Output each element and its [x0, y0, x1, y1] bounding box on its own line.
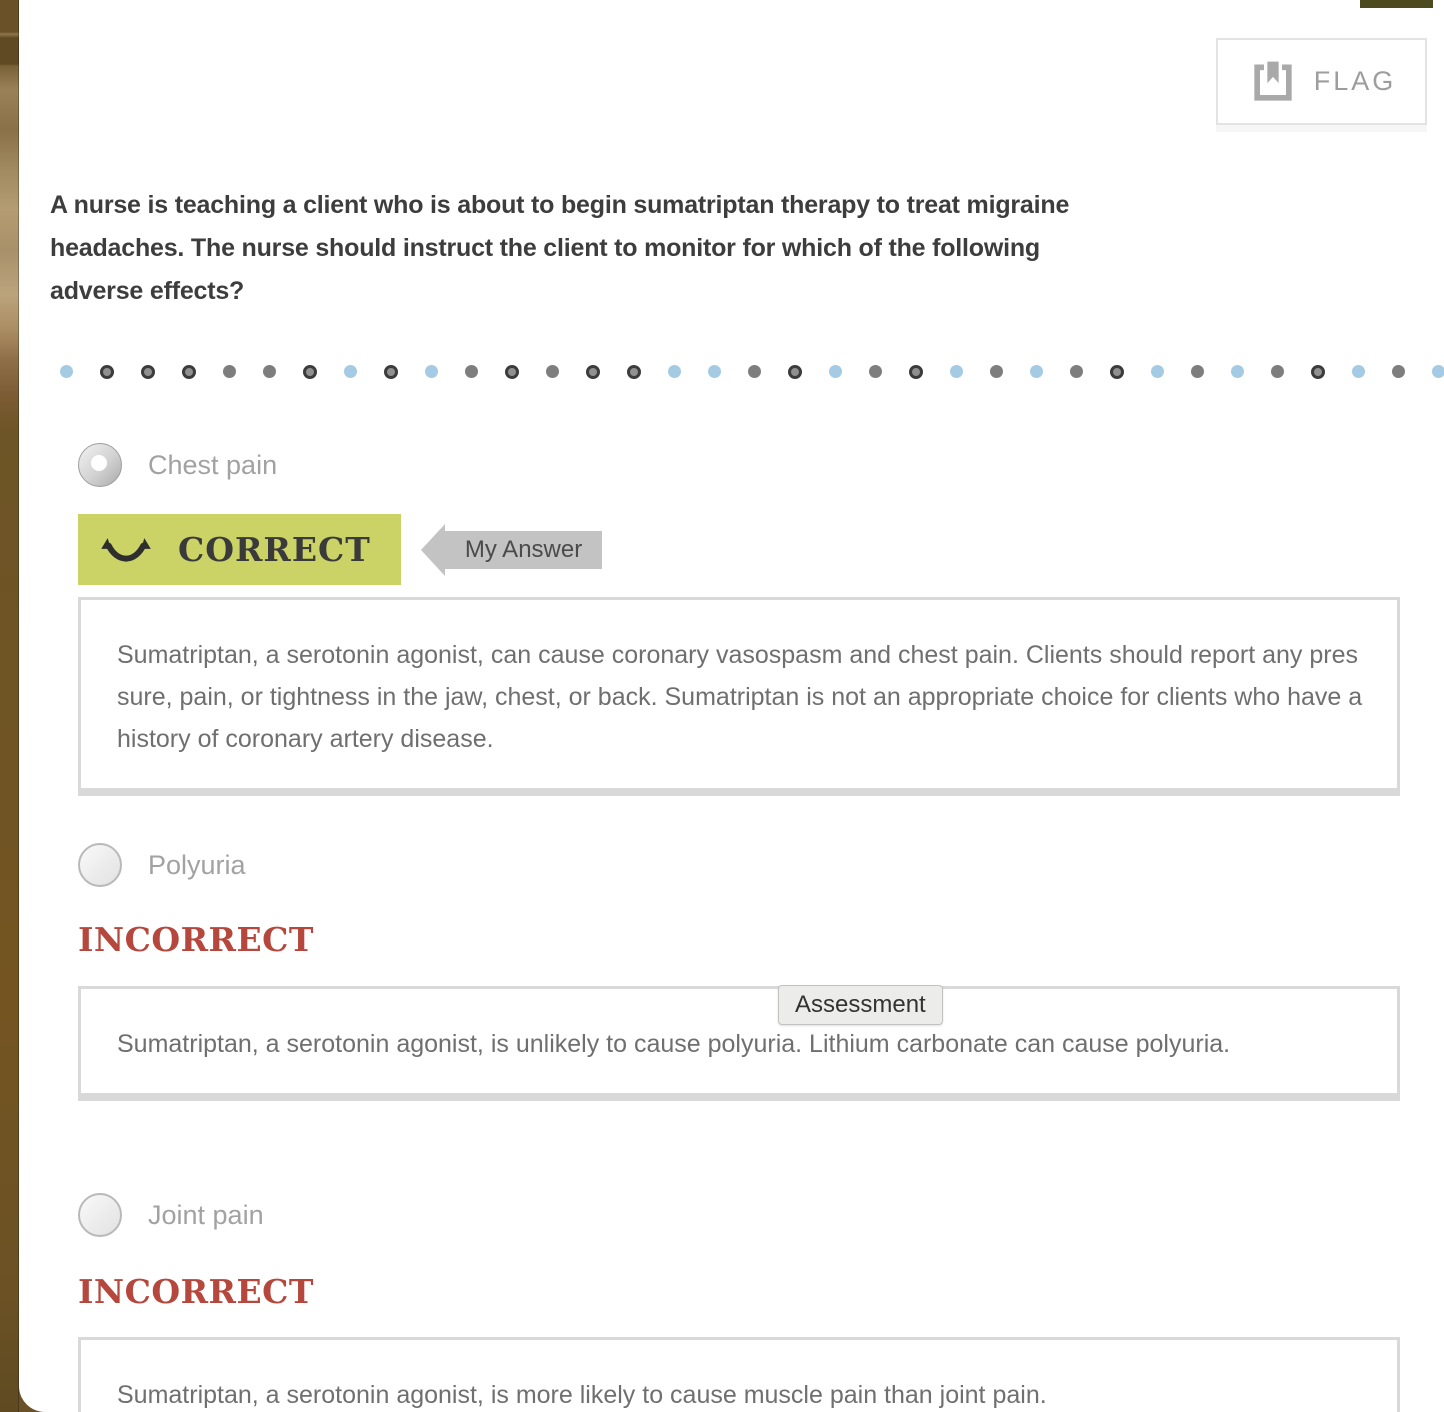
progress-dot-gray[interactable]	[1271, 365, 1284, 378]
progress-dot-blue[interactable]	[1151, 365, 1164, 378]
top-accent-bar	[1360, 0, 1433, 8]
flag-button[interactable]	[1216, 38, 1427, 125]
progress-dot-gray[interactable]	[990, 365, 1003, 378]
verdict-correct-label: CORRECT	[178, 530, 371, 569]
question-panel	[19, 0, 1444, 1412]
progress-dot-gray[interactable]	[465, 365, 478, 378]
explanation-text: Sumatriptan, a serotonin agonist, is unlikely to cause polyuria. Lithium carbonate can cause polyuria.	[117, 1030, 1231, 1058]
progress-dot-gray[interactable]	[546, 365, 559, 378]
progress-dot-blue[interactable]	[1030, 365, 1043, 378]
my-answer-tag	[421, 524, 602, 576]
progress-dot-gray[interactable]	[1392, 365, 1405, 378]
progress-dot-ring[interactable]	[141, 365, 155, 379]
progress-dot-blue[interactable]	[425, 365, 438, 378]
progress-dot-ring[interactable]	[909, 365, 923, 379]
progress-dot-ring[interactable]	[627, 365, 641, 379]
progress-dot-blue[interactable]	[1352, 365, 1365, 378]
progress-dot-ring[interactable]	[182, 365, 196, 379]
progress-dot-ring[interactable]	[1110, 365, 1124, 379]
progress-dot-ring[interactable]	[788, 365, 802, 379]
progress-dot-gray[interactable]	[869, 365, 882, 378]
progress-dots	[60, 364, 1444, 379]
progress-dot-blue[interactable]	[60, 365, 73, 378]
arrow-left-icon	[421, 524, 445, 576]
verdict-row-correct	[78, 514, 602, 585]
progress-dot-gray[interactable]	[1191, 365, 1204, 378]
explanation-box-polyuria	[78, 986, 1400, 1101]
correct-banner	[78, 514, 401, 585]
assessment-tooltip: Assessment	[778, 985, 943, 1025]
option-joint-pain[interactable]	[78, 1193, 264, 1237]
progress-dot-gray[interactable]	[1070, 365, 1083, 378]
progress-dot-gray[interactable]	[223, 365, 236, 378]
my-answer-label: My Answer	[445, 531, 602, 569]
flag-bookmark-icon	[1247, 58, 1299, 106]
background-image-strip	[0, 0, 19, 1412]
progress-dot-blue[interactable]	[829, 365, 842, 378]
option-label: Joint pain	[148, 1199, 264, 1230]
progress-dot-blue[interactable]	[1432, 365, 1444, 378]
radio-option-0[interactable]	[78, 443, 122, 487]
progress-dot-blue[interactable]	[1231, 365, 1244, 378]
progress-dot-gray[interactable]	[748, 365, 761, 378]
progress-dot-blue[interactable]	[344, 365, 357, 378]
explanation-box-joint-pain: Sumatriptan, a serotonin agonist, is more likely to cause muscle pain than joint pain.	[78, 1337, 1400, 1412]
question-text: A nurse is teaching a client who is about to begin sumatriptan therapy to treat migraine headaches. The nurse should instruct the client to monitor for which of the following adverse effects?	[50, 191, 1070, 305]
progress-dot-blue[interactable]	[950, 365, 963, 378]
verdict-incorrect-label: INCORRECT	[78, 1272, 314, 1311]
explanation-box-chest-pain: Sumatriptan, a serotonin agonist, can cause coronary vasospasm and chest pain. Clients should report any pressure, pain, or tightness in the jaw, chest, or back. Sumatriptan is not an appropriate choice for clients who have a history of coronary artery disease.	[78, 597, 1400, 796]
flag-label: FLAG	[1313, 66, 1397, 96]
radio-option-2[interactable]	[78, 1193, 122, 1237]
progress-dot-ring[interactable]	[100, 365, 114, 379]
progress-dot-ring[interactable]	[505, 365, 519, 379]
verdict-incorrect-label: INCORRECT	[78, 920, 314, 959]
progress-dot-blue[interactable]	[708, 365, 721, 378]
option-label: Chest pain	[148, 449, 278, 480]
option-polyuria[interactable]	[78, 843, 246, 887]
option-label: Polyuria	[148, 849, 246, 880]
smile-icon	[100, 536, 152, 564]
progress-dot-ring[interactable]	[384, 365, 398, 379]
progress-dot-ring[interactable]	[586, 365, 600, 379]
progress-dot-ring[interactable]	[1311, 365, 1325, 379]
option-chest-pain[interactable]	[78, 443, 277, 487]
progress-dot-blue[interactable]	[668, 365, 681, 378]
progress-dot-ring[interactable]	[303, 365, 317, 379]
radio-option-1[interactable]	[78, 843, 122, 887]
progress-dot-gray[interactable]	[263, 365, 276, 378]
